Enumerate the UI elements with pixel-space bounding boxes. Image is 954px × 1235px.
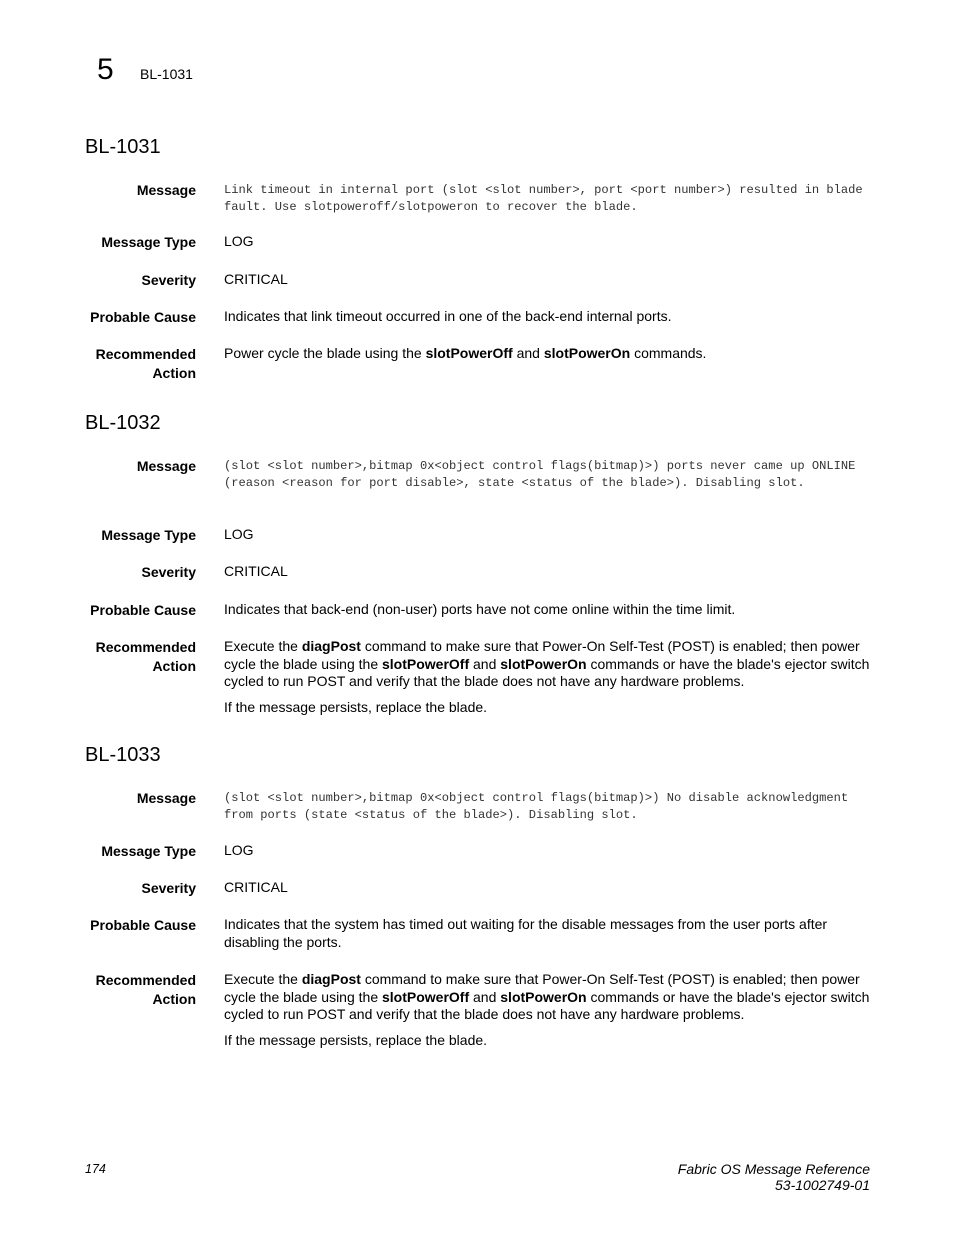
command-diagpost: diagPost xyxy=(301,638,361,654)
probable-cause-value: Indicates that back-end (non-user) ports have not come online within the time limit. xyxy=(224,601,736,617)
message-type-value: LOG xyxy=(224,526,254,542)
page-number: 174 xyxy=(85,1162,106,1176)
label-probable-cause: Probable Cause xyxy=(90,309,196,325)
action-text: Power cycle the blade using the xyxy=(224,345,426,361)
label-probable-cause: Probable Cause xyxy=(90,917,196,933)
chapter-number: 5 xyxy=(97,53,114,86)
command-slotpoweroff: slotPowerOff xyxy=(382,655,470,672)
section-title: BL-1033 xyxy=(85,744,161,766)
command-slotpoweron: slotPowerOn xyxy=(500,655,587,672)
probable-cause-value: Indicates that link timeout occurred in one of the back-end internal ports. xyxy=(224,308,672,324)
section-title: BL-1031 xyxy=(85,136,161,158)
message-type-value: LOG xyxy=(224,842,254,858)
action-text: and xyxy=(512,345,544,361)
recommended-action-value xyxy=(224,638,872,716)
label-recommended-line1: Recommended xyxy=(95,346,196,362)
label-recommended-line2: Action xyxy=(152,658,196,674)
command-diagpost: diagPost xyxy=(301,971,361,987)
action-text: command to make sure that Power-On Self-Test (POST) is enabled; then power cycle the blade using the xyxy=(224,971,860,1005)
action-text: commands. xyxy=(630,345,707,361)
section-title: BL-1032 xyxy=(85,412,161,434)
label-probable-cause: Probable Cause xyxy=(90,602,196,618)
command-slotpoweron: slotPowerOn xyxy=(500,988,587,1005)
action-text: and xyxy=(469,655,501,672)
label-message: Message xyxy=(136,458,196,474)
message-text: Link timeout in internal port (slot <slot number>, port <port number>) resulted in blade fault. Use slotpoweroff/slotpoweron to recover the blade. xyxy=(224,183,863,214)
command-slotpoweron: slotPowerOn xyxy=(543,345,631,361)
label-message-type: Message Type xyxy=(101,527,196,543)
label-recommended-line1: Recommended xyxy=(95,972,196,988)
action-text: Execute the xyxy=(224,638,302,654)
running-header-title: BL-1031 xyxy=(140,66,193,82)
label-recommended-line2: Action xyxy=(152,365,196,381)
action-text: Execute the xyxy=(224,971,302,987)
message-type-value: LOG xyxy=(224,233,254,249)
severity-value: CRITICAL xyxy=(224,563,288,579)
action-paragraph xyxy=(224,971,872,1024)
label-recommended-action xyxy=(56,345,196,383)
label-severity: Severity xyxy=(141,272,196,288)
recommended-action-value xyxy=(224,345,872,363)
action-text: commands or have the blade's ejector switch cycled to run POST and verify that the blade does not have any hardware problems. xyxy=(224,655,870,689)
recommended-action-value xyxy=(224,971,872,1049)
label-recommended-action xyxy=(56,638,196,676)
message-text: (slot <slot number>,bitmap 0x<object control flags(bitmap)>) ports never came up ONLINE (reason <reason for port disable>, state <status of the blade>). Disabling slot. xyxy=(224,459,856,490)
label-severity: Severity xyxy=(141,564,196,580)
label-recommended-line1: Recommended xyxy=(95,639,196,655)
action-followup: If the message persists, replace the blade. xyxy=(224,1031,488,1048)
message-text: (slot <slot number>,bitmap 0x<object control flags(bitmap)>) No disable acknowledgment from ports (state <status of the blade>). Disabling slot. xyxy=(224,791,849,822)
severity-value: CRITICAL xyxy=(224,879,288,895)
label-severity: Severity xyxy=(141,880,196,896)
action-paragraph xyxy=(224,638,872,691)
label-message-type: Message Type xyxy=(101,843,196,859)
command-slotpoweroff: slotPowerOff xyxy=(382,988,470,1005)
action-text: commands or have the blade's ejector switch cycled to run POST and verify that the blade does not have any hardware problems. xyxy=(224,988,870,1022)
footer-doc-number: 53-1002749-01 xyxy=(775,1177,870,1193)
action-text: command to make sure that Power-On Self-Test (POST) is enabled; then power cycle the blade using the xyxy=(224,638,860,672)
label-message: Message xyxy=(136,182,196,198)
label-message: Message xyxy=(136,790,196,806)
command-slotpoweroff: slotPowerOff xyxy=(425,345,513,361)
footer-doc-title: Fabric OS Message Reference xyxy=(677,1161,870,1177)
label-recommended-action xyxy=(56,971,196,1009)
action-text: and xyxy=(469,988,501,1005)
probable-cause-value: Indicates that the system has timed out waiting for the disable messages from the user ports after disabling the ports. xyxy=(224,916,828,950)
label-recommended-line2: Action xyxy=(152,991,196,1007)
footer-doc-info xyxy=(678,1161,870,1193)
action-followup: If the message persists, replace the blade. xyxy=(224,698,488,715)
label-message-type: Message Type xyxy=(101,234,196,250)
severity-value: CRITICAL xyxy=(224,271,288,287)
